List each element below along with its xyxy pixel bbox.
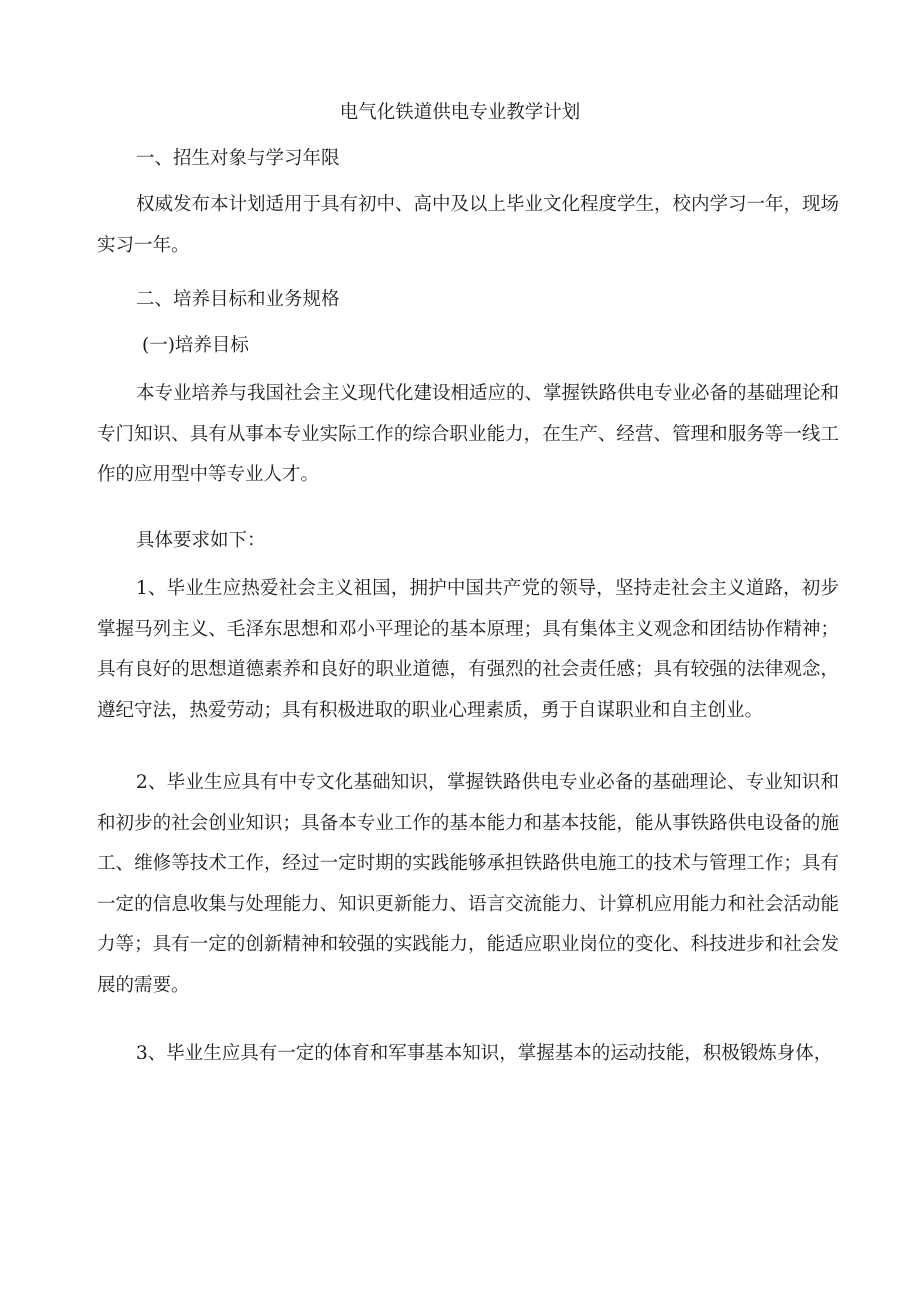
subsection-heading-goal: (一)培养目标 — [142, 335, 249, 356]
section-heading-objectives: 二、培养目标和业务规格 — [136, 289, 340, 310]
list-item-requirement-3: 3、毕业生应具有一定的体育和军事基本知识，掌握基本的运动技能，积极锻炼身体， — [136, 1043, 833, 1064]
requirements-intro: 具体要求如下： — [136, 530, 266, 551]
list-item-requirement-2: 2、毕业生应具有中专文化基础知识，掌握铁路供电专业必备的基础理论、专业知识和和初步的社会创业知识；具备本专业工作的基本能力和基本技能，能从事铁路供电设备的施工、维修等技术工作，经过一定时期的实践能够承担铁路供电施工的技术与管理工作；具有一定的信息收集与处理能力、知识更新能力、语言交流能力、计算机应用能力和社会活动能力等；具有一定的创新精神和较强的实践能力，能适应职业岗位的变化、科技进步和社会发展的需要。 — [97, 772, 839, 996]
section-heading-enrollment: 一、招生对象与学习年限 — [136, 148, 340, 169]
list-item-requirement-1: 1、毕业生应热爱社会主义祖国，拥护中国共产党的领导，坚持走社会主义道路，初步掌握马列主义、毛泽东思想和邓小平理论的基本原理；具有集体主义观念和团结协作精神；具有良好的思想道德素养和良好的职业道德，有强烈的社会责任感；具有较强的法律观念，遵纪守法，热爱劳动；具有积极进取的职业心理素质，勇于自谋职业和自主创业。 — [97, 578, 839, 721]
paragraph-goal: 本专业培养与我国社会主义现代化建设相适应的、掌握铁路供电专业必备的基础理论和专门知识、具有从事本专业实际工作的综合职业能力，在生产、经营、管理和服务等一线工作的应用型中等专业人才。 — [97, 383, 840, 485]
paragraph-enrollment: 权威发布本计划适用于具有初中、高中及以上毕业文化程度学生，校内学习一年，现场实习一年。 — [97, 194, 840, 256]
page-title: 电气化铁道供电专业教学计划 — [339, 102, 581, 123]
